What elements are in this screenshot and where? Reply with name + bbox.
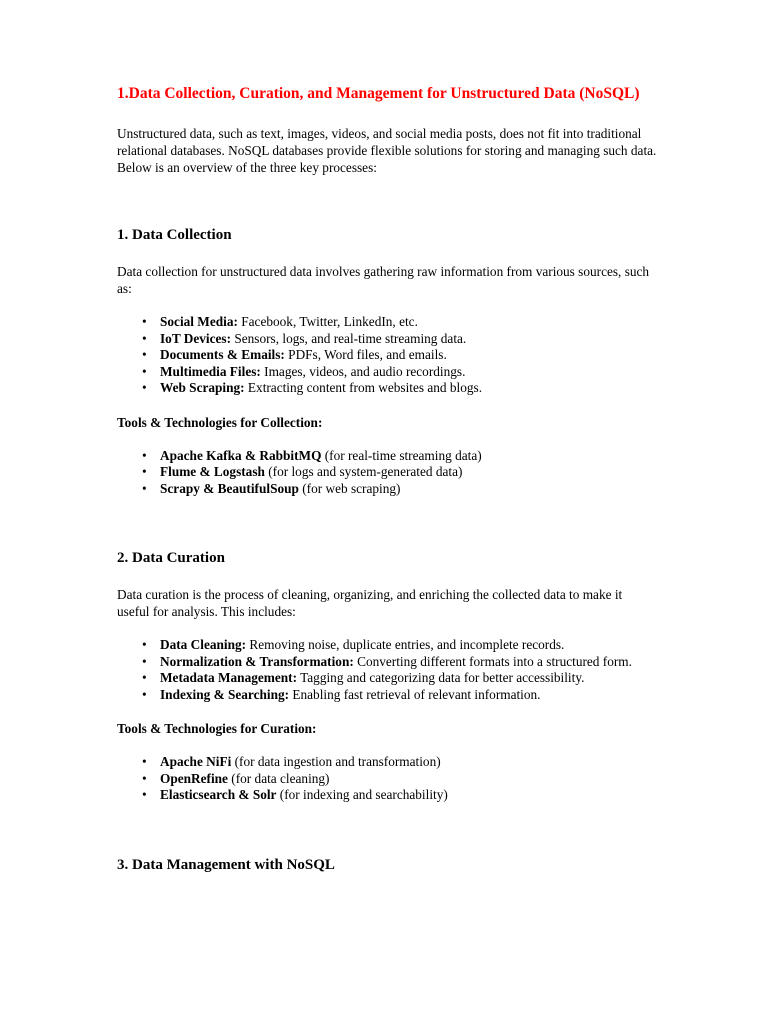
section-heading: 3. Data Management with NoSQL (117, 856, 335, 873)
item-text: Images, videos, and audio recordings. (260, 363, 466, 379)
bullet-icon: • (142, 347, 147, 362)
tool-name: Elasticsearch & Solr (160, 787, 277, 802)
item-term: Metadata Management: (160, 670, 297, 685)
list-item (117, 754, 657, 771)
item-term: Web Scraping: (160, 380, 245, 395)
list-item (117, 670, 657, 687)
section-data-collection (117, 226, 657, 497)
list-item (117, 331, 657, 348)
section-heading: 1. Data Collection (117, 227, 232, 243)
tools-list (117, 754, 657, 804)
item-term: IoT Devices: (160, 330, 232, 346)
list-item (117, 654, 657, 671)
list-item (117, 687, 657, 704)
item-text: Converting different formats into a structured form. (353, 653, 632, 669)
section-heading: 2. Data Curation (117, 550, 225, 566)
list-item (117, 314, 657, 331)
tool-text: (for web scraping) (298, 480, 401, 496)
item-text: Removing noise, duplicate entries, and incomplete records. (246, 637, 565, 652)
item-term: Social Media: (160, 314, 238, 329)
section-data-curation (117, 549, 657, 804)
tool-text: (for indexing and searchability) (276, 787, 448, 802)
list-item (117, 481, 657, 498)
bullet-icon: • (142, 480, 147, 496)
item-text: Enabling fast retrieval of relevant information. (289, 686, 541, 702)
list-item (117, 380, 657, 397)
bullet-icon: • (142, 363, 147, 379)
tool-name: Apache Kafka & RabbitMQ (160, 447, 322, 463)
item-text: Extracting content from websites and blogs. (244, 380, 483, 395)
tools-heading: Tools & Technologies for Collection: (117, 414, 323, 430)
tool-name: Apache NiFi (160, 754, 232, 769)
tools-list (117, 448, 657, 498)
bullet-icon: • (142, 653, 147, 669)
document-title: 1.Data Collection, Curation, and Management for Unstructured Data (NoSQL) (117, 85, 640, 102)
item-term: Documents & Emails: (160, 347, 285, 362)
list-item (117, 364, 657, 381)
bullet-icon: • (142, 770, 147, 786)
item-text: PDFs, Word files, and emails. (284, 347, 447, 362)
tool-name: Scrapy & BeautifulSoup (160, 480, 299, 496)
item-term: Normalization & Transformation: (160, 653, 354, 669)
tool-text: (for logs and system-generated data) (264, 464, 463, 479)
list-item (117, 637, 657, 654)
item-text: Tagging and categorizing data for better accessibility. (297, 670, 585, 685)
item-text: Facebook, Twitter, LinkedIn, etc. (237, 314, 418, 329)
bullet-icon: • (142, 637, 147, 652)
tool-name: Flume & Logstash (160, 464, 265, 479)
section-description: Data curation is the process of cleaning, organizing, and enriching the collected data to make it useful for analysis. This includes: (117, 587, 623, 619)
item-term: Indexing & Searching: (160, 686, 290, 702)
list-item (117, 464, 657, 481)
bullet-icon: • (142, 380, 147, 395)
intro-paragraph: Unstructured data, such as text, images, videos, and social media posts, does not fit into traditional relational databases. NoSQL databases provide flexible solutions for storing and managing such data. Below is an overview of the three key processes: (117, 126, 657, 175)
item-term: Multimedia Files: (160, 363, 261, 379)
tool-text: (for data cleaning) (227, 770, 330, 786)
item-term: Data Cleaning: (160, 637, 247, 652)
bullet-icon: • (142, 670, 147, 685)
bullet-icon: • (142, 447, 147, 463)
bullet-icon: • (142, 754, 147, 769)
item-text: Sensors, logs, and real-time streaming data. (231, 330, 467, 346)
list-item (117, 347, 657, 364)
list-item (117, 787, 657, 804)
list-item (117, 448, 657, 465)
section-data-management (117, 856, 657, 875)
document-page (117, 84, 657, 893)
source-list (117, 314, 657, 397)
bullet-icon: • (142, 686, 147, 702)
tools-heading: Tools & Technologies for Curation: (117, 721, 317, 736)
bullet-icon: • (142, 787, 147, 802)
list-item (117, 771, 657, 788)
bullet-icon: • (142, 330, 147, 346)
bullet-icon: • (142, 464, 147, 479)
tool-name: OpenRefine (160, 770, 228, 786)
bullet-icon: • (142, 314, 147, 329)
tool-text: (for data ingestion and transformation) (231, 754, 441, 769)
tool-text: (for real-time streaming data) (321, 447, 482, 463)
section-description: Data collection for unstructured data involves gathering raw information from various sources, such as: (117, 264, 650, 296)
curation-list (117, 637, 657, 703)
